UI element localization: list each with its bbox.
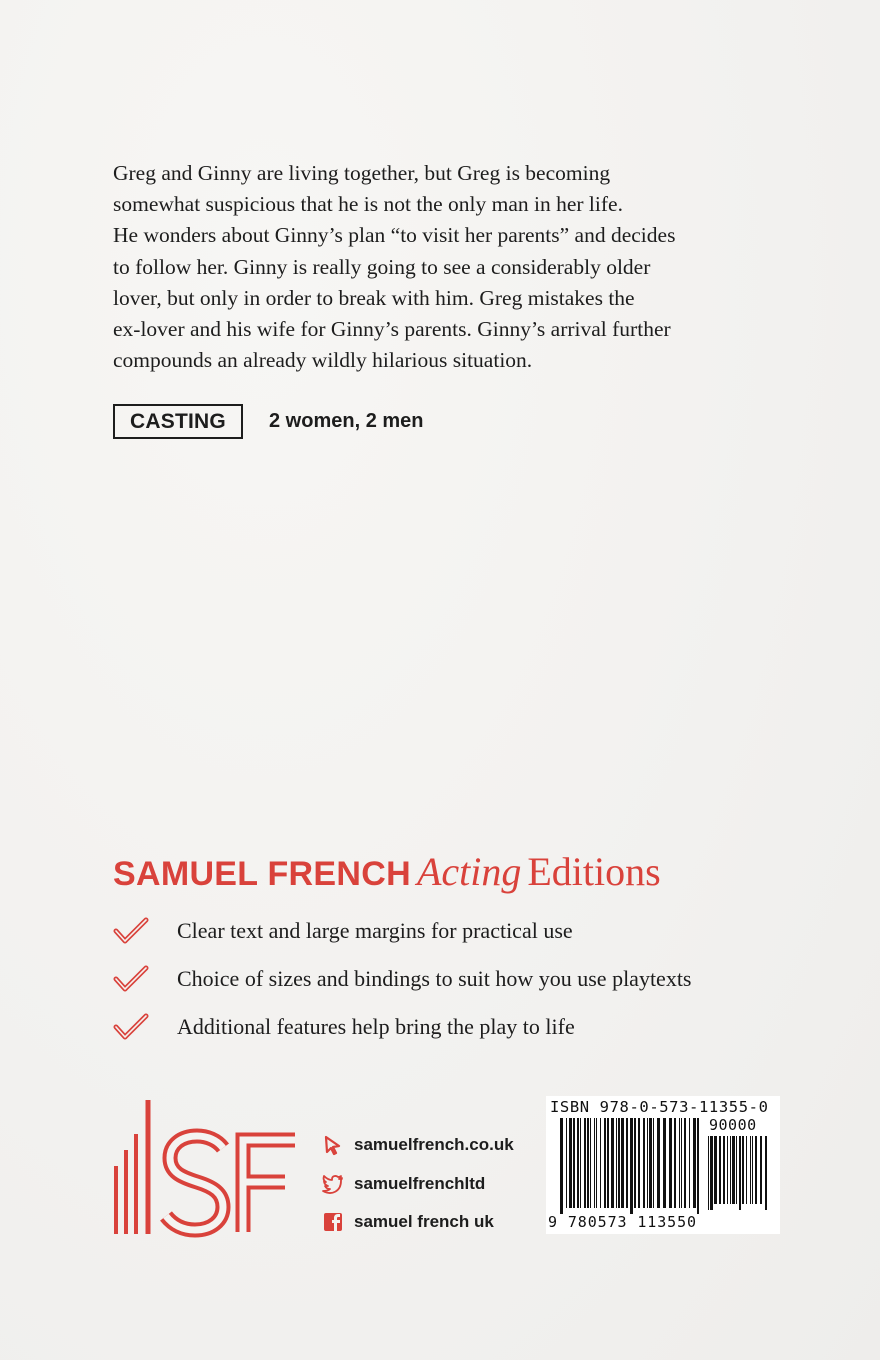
synopsis-line: somewhat suspicious that he is not the only man in her life. — [113, 192, 623, 217]
check-icon — [113, 964, 149, 994]
barcode-digits: 9 780573 113550 — [548, 1213, 697, 1231]
feature-text: Choice of sizes and bindings to suit how you use playtexts — [177, 966, 692, 991]
synopsis-line: lover, but only in order to break with him. Greg mistakes the — [113, 285, 635, 310]
feature-text: Additional features help bring the play to life — [177, 1014, 575, 1039]
feature-item — [113, 1012, 575, 1042]
synopsis-line: compounds an already wildly hilarious situation. — [113, 348, 533, 373]
barcode-bars-icon — [560, 1118, 702, 1214]
series-title — [113, 848, 661, 895]
series-acting: Acting — [416, 849, 522, 894]
facebook-link[interactable] — [322, 1211, 494, 1233]
barcode-addon: 90000 — [709, 1116, 757, 1134]
barcode — [546, 1096, 780, 1234]
twitter-icon — [322, 1173, 344, 1195]
feature-text: Clear text and large margins for practical use — [177, 918, 573, 943]
website-text: samuelfrench.co.uk — [354, 1135, 514, 1154]
synopsis-line: He wonders about Ginny’s plan “to visit her parents” and decides — [113, 223, 676, 248]
feature-item — [113, 916, 573, 946]
website-link[interactable] — [322, 1134, 514, 1156]
casting-value: 2 women, 2 men — [269, 410, 424, 432]
synopsis — [113, 158, 783, 376]
twitter-link[interactable] — [322, 1173, 485, 1195]
barcode-addon-bars-icon — [708, 1136, 770, 1210]
sf-logo-icon — [113, 1098, 303, 1238]
isbn-label: ISBN 978-0-573-11355-0 — [550, 1098, 769, 1116]
publisher-name: SAMUEL FRENCH — [113, 855, 411, 893]
synopsis-line: Greg and Ginny are living together, but Greg is becoming — [113, 161, 611, 185]
synopsis-line: ex-lover and his wife for Ginny’s parents. Ginny’s arrival further — [113, 317, 671, 342]
cursor-icon — [322, 1134, 344, 1156]
facebook-icon — [322, 1211, 344, 1233]
casting — [113, 404, 424, 439]
series-editions: Editions — [527, 849, 661, 894]
synopsis-line: to follow her. Ginny is really going to see a considerably older — [113, 254, 651, 279]
feature-item — [113, 964, 692, 994]
check-icon — [113, 1012, 149, 1042]
facebook-text: samuel french uk — [354, 1212, 494, 1231]
check-icon — [113, 916, 149, 946]
twitter-text: samuelfrenchltd — [354, 1174, 486, 1193]
casting-label: CASTING — [113, 404, 243, 439]
